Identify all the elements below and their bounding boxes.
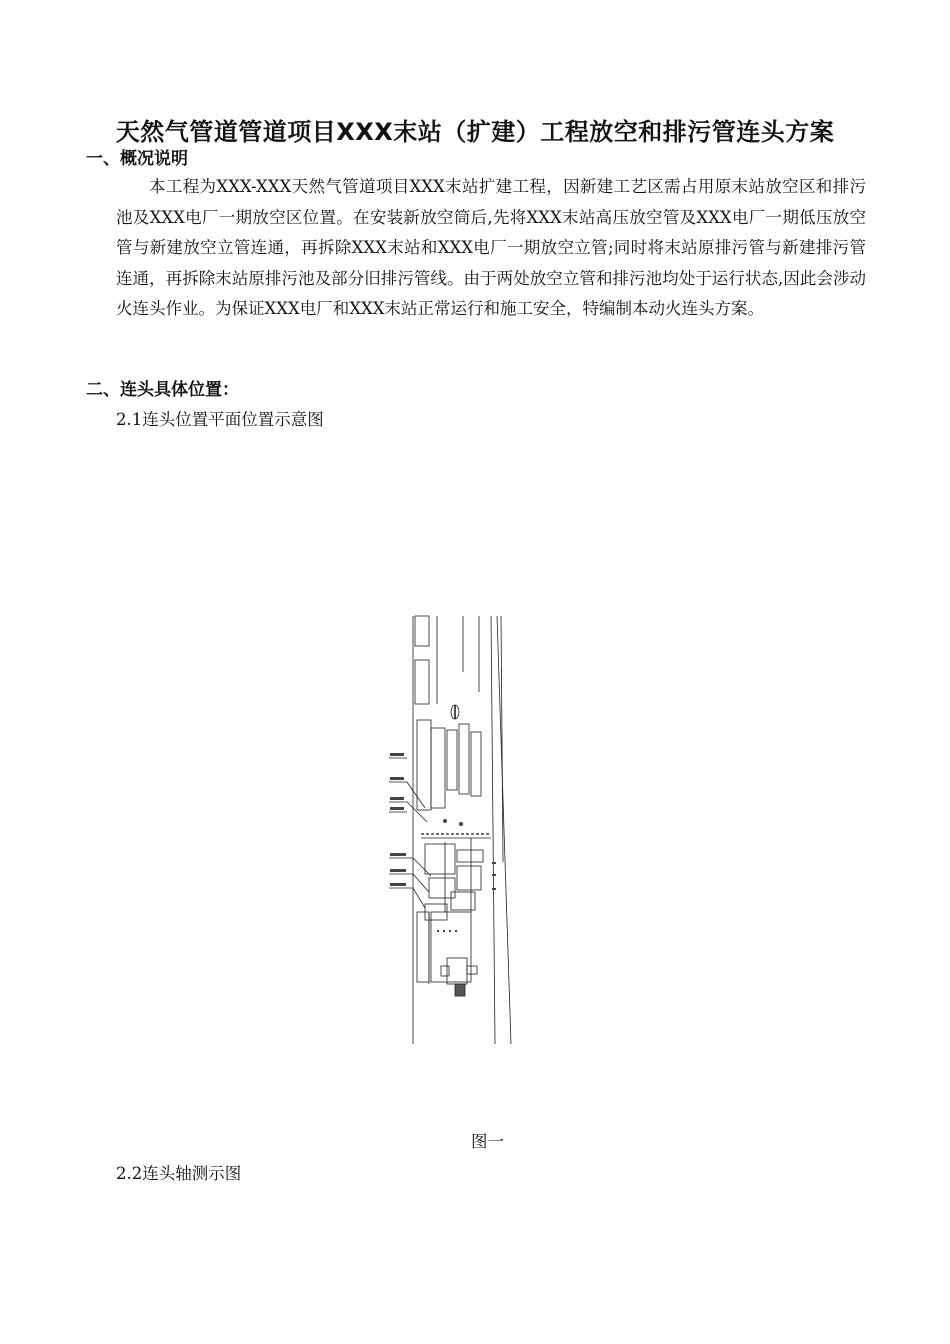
- section-heading-tie-in-location: 二、连头具体位置：: [86, 380, 239, 400]
- overview-paragraph: 本工程为XXX-XXX天然气管道项目XXX末站扩建工程，因新建工艺区需占用原末站放空区和排污池及XXX电厂一期放空区位置。在安装新放空筒后,先将XXX末站高压放空管及XXX电厂一期低压放空管与新建放空立管连通，再拆除XXX末站和XXX电厂一期放空立管;同时将末站原排污管与新建排污管连通，再拆除末站原排污池及部分旧排污管线。由于两处放空立管和排污池均处于运行状态,因此会涉动火连头作业。为保证XXX电厂和XXX末站正常运行和施工安全，特编制本动火连头方案。: [116, 177, 866, 318]
- site-plan-drawing: [385, 612, 515, 1050]
- site-plan-figure: [385, 612, 515, 1050]
- document-title: 天然气管道管道项目XXX末站（扩建）工程放空和排污管连头方案: [115, 118, 835, 146]
- subsection-axonometric-label: 2.2连头轴测示图: [116, 1164, 242, 1183]
- figure-caption: 图一: [471, 1132, 504, 1151]
- subsection-plan-view-label: 2.1连头位置平面位置示意图: [116, 410, 324, 429]
- section-heading-overview: 一、概况说明: [86, 149, 188, 169]
